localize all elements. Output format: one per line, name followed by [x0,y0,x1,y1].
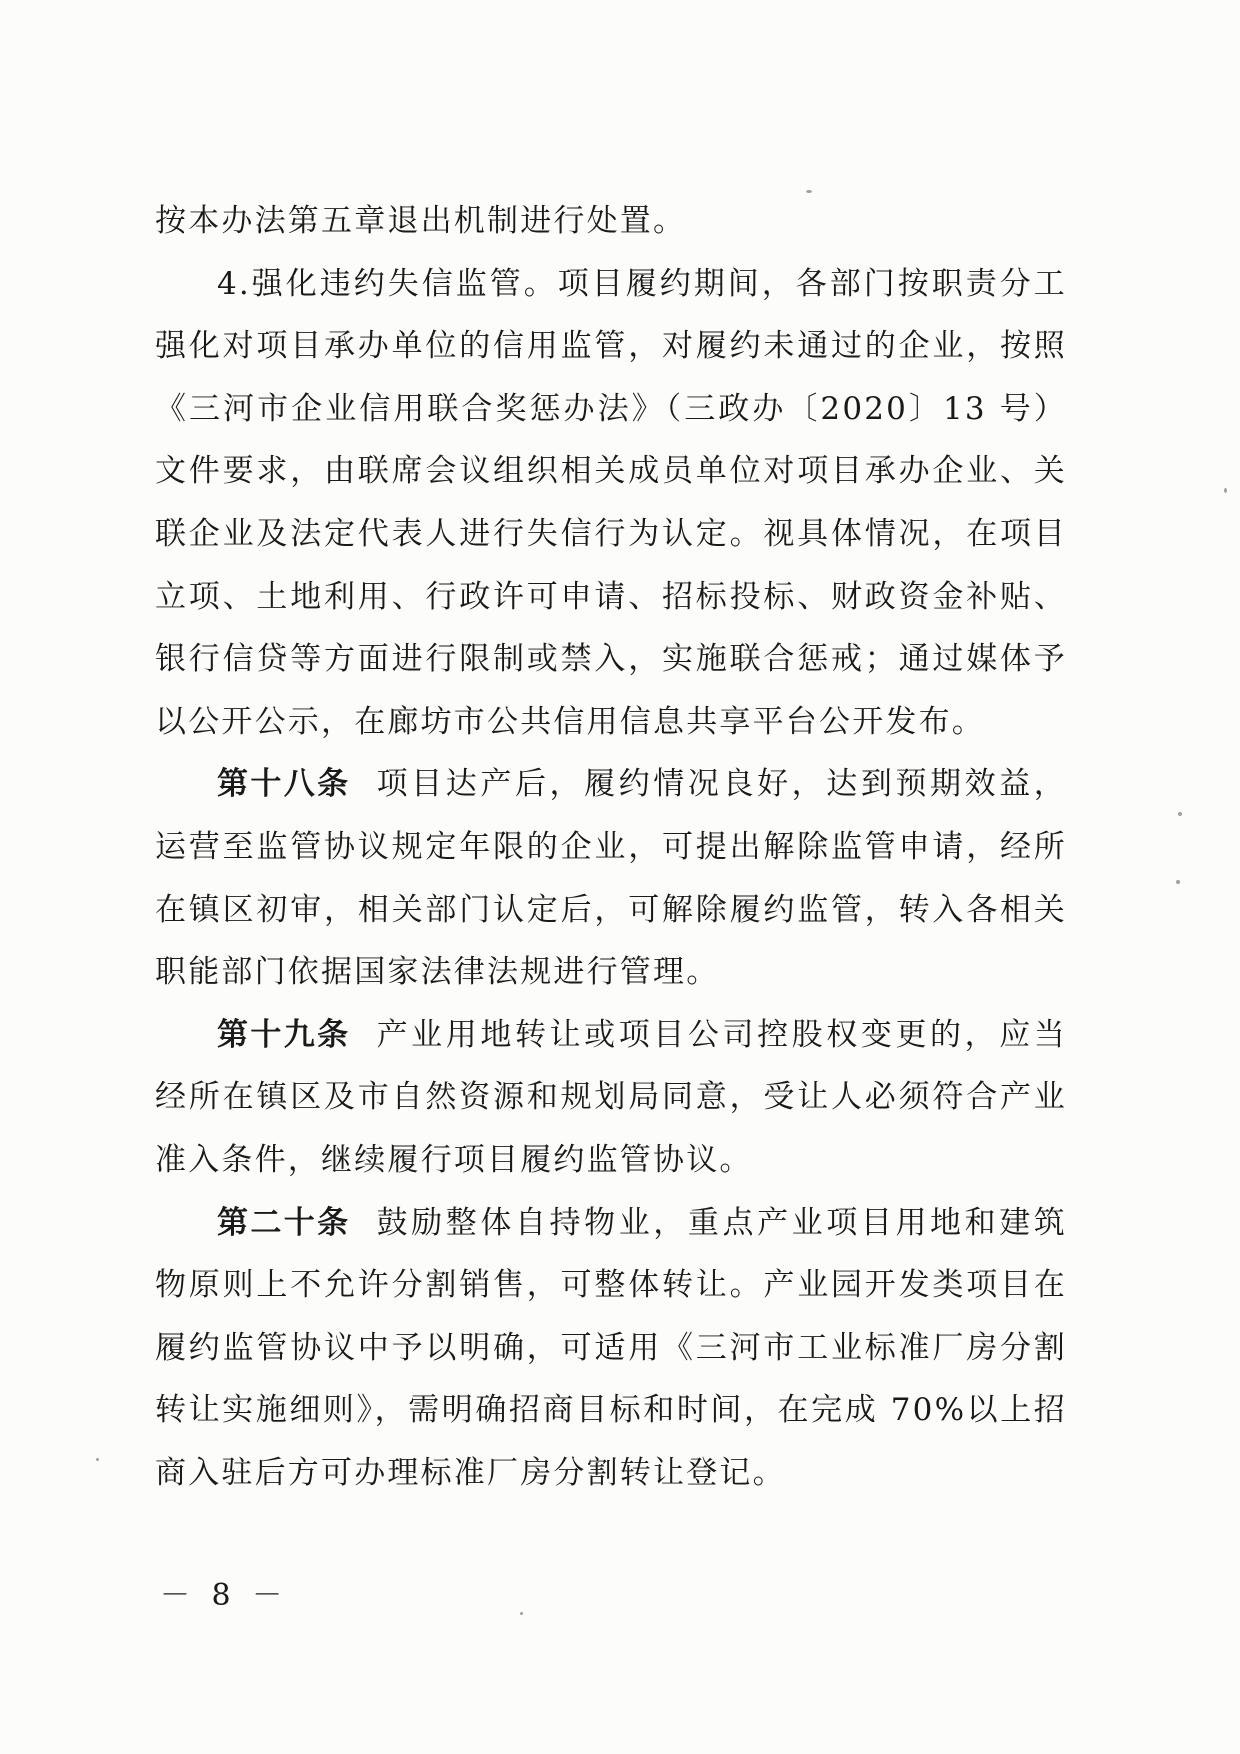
body-text [155,190,1067,1504]
paragraph-article-19 [155,1004,1067,1192]
paragraph-text: 产业用地转让或项目公司控股权变更的，应当经所在镇区及市自然资源和规划局同意，受让人必须符合产业准入条件，继续履行项目履约监管协议。 [155,1016,1068,1178]
scan-speck [1178,812,1182,816]
scan-speck [520,1612,523,1615]
paragraph-text: 按本办法第五章退出机制进行处置。 [155,203,687,239]
paragraph-text: 4.强化违约失信监管。项目履约期间，各部门按职责分工强化对项目承办单位的信用监管，对履约未通过的企业，按照《三河市企业信用联合奖惩办法》（三政办〔2020〕13 号）文件要求，由联席会议组织相关成员单位对项目承办企业、关联企业及法定代表人进行失信行为认定。视具体情况，在项目立项、土地利用、行政许可申请、招标投标、财政资金补贴、银行信贷等方面进行限制或禁入，实施联合惩戒；通过媒体予以公开公示，在廊坊市公共信用信息共享平台公开发布。 [155,265,1067,740]
paragraph-text: 鼓励整体自持物业，重点产业项目用地和建筑物原则上不允许分割销售，可整体转让。产业园开发类项目在履约监管协议中予以明确，可适用《三河市工业标准厂房分割转让实施细则》，需明确招商目标和时间，在完成 70%以上招商入驻后方可办理标准厂房分割转让登记。 [155,1204,1068,1491]
article-18-label: 第十八条 [217,766,351,803]
article-19-label: 第十九条 [217,1016,351,1053]
paragraph-disposal-continuation [155,190,1067,253]
scan-speck [96,1458,99,1461]
page-number: － 8 － [160,1578,289,1613]
scan-speck [1176,880,1180,884]
paragraph-article-18 [155,753,1067,1003]
paragraph-item-4-credit-supervision [155,253,1067,754]
article-20-label: 第二十条 [217,1204,351,1241]
paragraph-text: 项目达产后，履约情况良好，达到预期效益，运营至监管协议规定年限的企业，可提出解除监管申请，经所在镇区初审，相关部门认定后，可解除履约监管，转入各相关职能部门依据国家法律法规进行管理。 [155,766,1068,991]
scan-speck [806,190,812,193]
scan-speck [1224,488,1227,493]
paragraph-article-20 [155,1192,1067,1505]
